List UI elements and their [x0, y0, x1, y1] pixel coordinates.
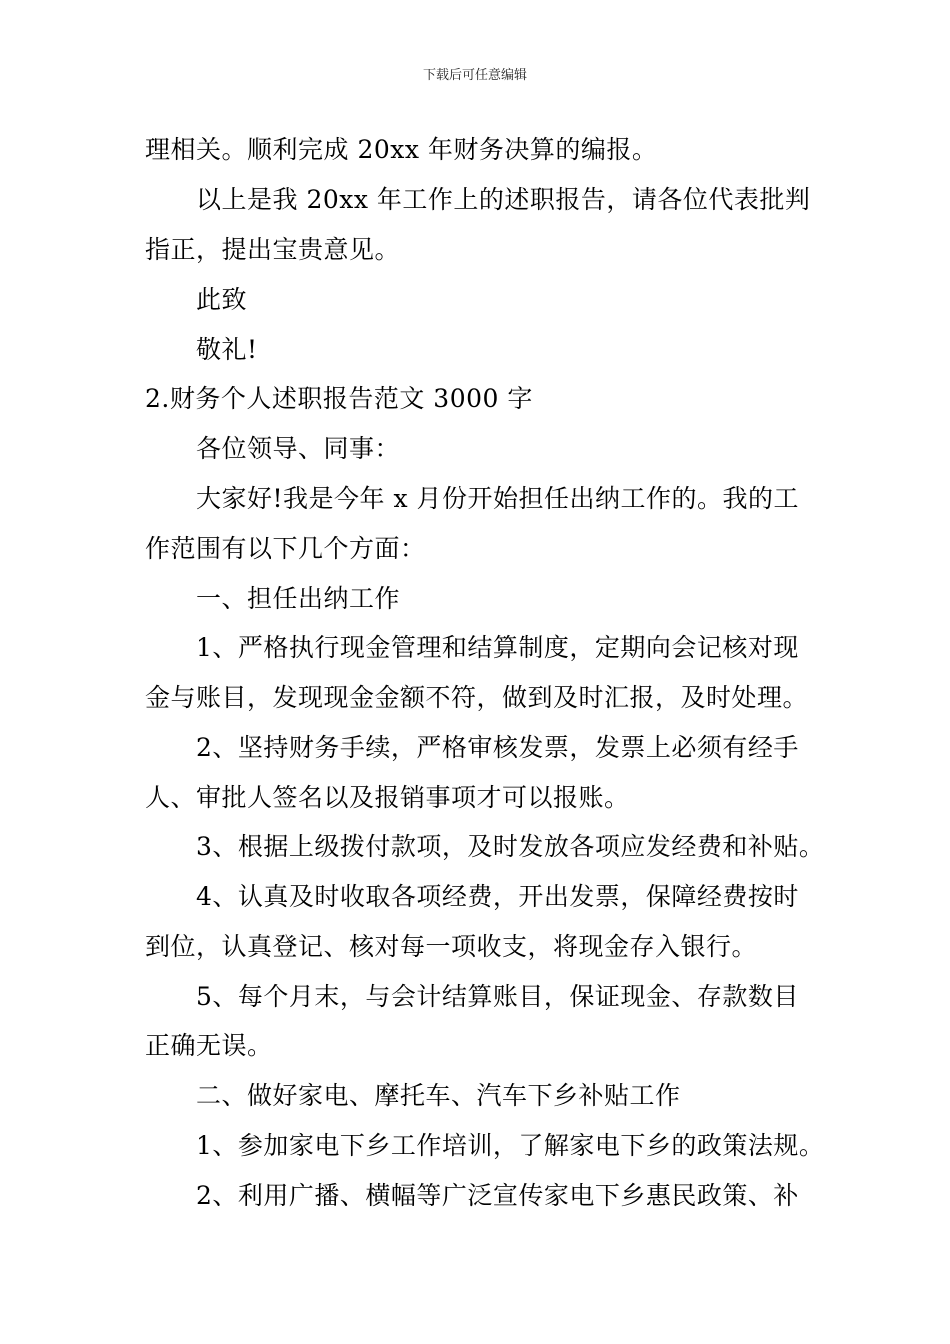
text-line: 到位，认真登记、核对每一项收支，将现金存入银行。	[145, 932, 758, 961]
text-line: 3、根据上级拨付款项，及时发放各项应发经费和补贴。	[196, 832, 825, 861]
text-line: 以上是我 20xx 年工作上的述职报告，请各位代表批判	[196, 185, 811, 214]
text-line: 4、认真及时收取各项经费，开出发票，保障经费按时	[196, 882, 799, 911]
text-line: 各位领导、同事：	[196, 434, 401, 463]
page-header: 下载后可任意编辑	[422, 68, 527, 83]
text-line: 正确无误。	[145, 1031, 273, 1060]
subheading-line: 二、做好家电、摩托车、汽车下乡补贴工作	[196, 1081, 681, 1110]
text-line: 金与账目，发现现金金额不符，做到及时汇报，及时处理。	[145, 683, 809, 712]
text-line: 作范围有以下几个方面：	[145, 534, 426, 563]
text-line: 人、审批人签名以及报销事项才可以报账。	[145, 783, 630, 812]
text-line: 5、每个月末，与会计结算账目，保证现金、存款数目	[196, 982, 799, 1011]
text-line: 1、严格执行现金管理和结算制度，定期向会记核对现	[196, 633, 799, 662]
text-line: 1、参加家电下乡工作培训，了解家电下乡的政策法规。	[196, 1131, 825, 1160]
text-line: 2、坚持财务手续，严格审核发票，发票上必须有经手	[196, 733, 799, 762]
text-line: 大家好!我是今年 x 月份开始担任出纳工作的。我的工	[196, 484, 800, 513]
section-heading: 2.财务个人述职报告范文 3000 字	[145, 384, 533, 413]
salutation-line: 此致	[196, 285, 248, 314]
salutation-line: 敬礼!	[196, 335, 258, 364]
text-line: 2、利用广播、横幅等广泛宣传家电下乡惠民政策、补	[196, 1181, 799, 1210]
text-line: 指正，提出宝贵意见。	[145, 235, 401, 264]
subheading-line: 一、担任出纳工作	[196, 584, 401, 613]
text-line: 理相关。顺利完成 20xx 年财务决算的编报。	[145, 135, 658, 164]
